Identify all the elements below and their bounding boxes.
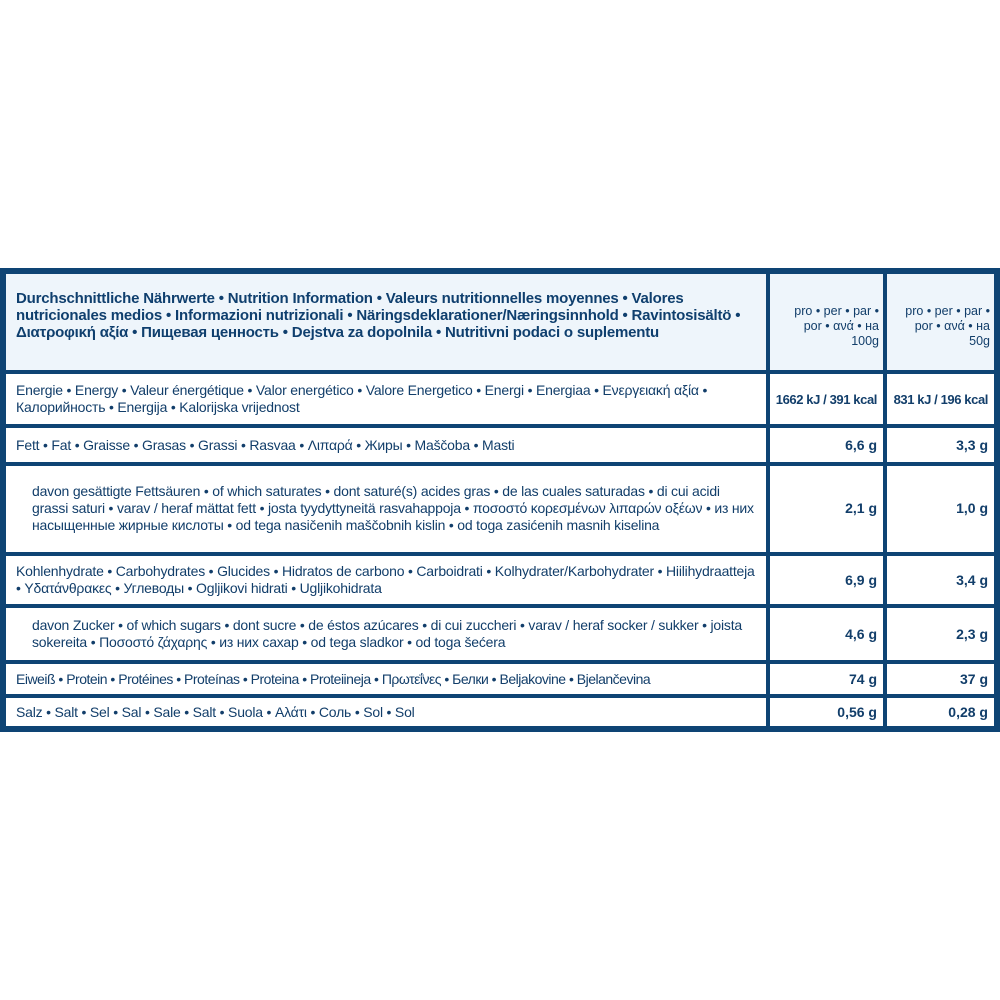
table-row-protein <box>6 664 994 694</box>
row-saturates-100g: 2,1 g <box>845 500 877 516</box>
row-energy-label-cell <box>6 374 766 424</box>
table-row-salt <box>6 698 994 726</box>
row-protein-label: Eiweiß • Protein • Protéines • Proteínas • Proteina • Proteiineja • Πρωτεΐνες • Белки • Beljakovine • Bjelančevina <box>16 671 651 687</box>
header-title: Durchschnittliche Nährwerte • Nutrition Information • Valeurs nutritionnelles moyennes • Valores nutricionales medios • Informazioni nutrizionali • Näringsdeklarationer/Næringsinnhold • Ravintosisältö • Διατροφική αξία • Пищевая ценность • Dejstva za dopolnila • Nutritivni podaci o suplementu <box>16 290 741 341</box>
table-header-row <box>6 274 994 370</box>
header-title-cell <box>6 274 766 370</box>
col-100g-line1: pro • per • par • <box>794 304 879 318</box>
row-carbohydrates-100g: 6,9 g <box>845 572 877 588</box>
row-salt-50g-cell <box>887 698 994 726</box>
row-sugars-50g-cell <box>887 608 994 660</box>
row-energy-label: Energie • Energy • Valeur énergétique • Valor energético • Valore Energetico • Energi • Energiaa • Ενεργειακή αξία • Калорийность • Energija • Kalorijska vrijednost <box>16 382 708 415</box>
row-carbohydrates-50g: 3,4 g <box>956 572 988 588</box>
row-saturates-100g-cell <box>770 466 883 552</box>
row-carbohydrates-label: Kohlenhydrate • Carbohydrates • Glucides • Hidratos de carbono • Carboidrati • Kolhydrater/Karbohydrater • Hiilihydraatteja • Υδατάνθρακες • Углеводы • Ogljikovi hidrati • Ugljikohidrata <box>16 563 755 596</box>
row-sugars-label-cell <box>6 608 766 660</box>
row-energy-100g-cell <box>770 374 883 424</box>
row-energy-50g-cell <box>887 374 994 424</box>
row-protein-50g-cell <box>887 664 994 694</box>
row-energy-100g: 1662 kJ / 391 kcal <box>775 392 877 407</box>
row-salt-100g: 0,56 g <box>837 704 877 720</box>
table-row-saturates <box>6 466 994 552</box>
table-row-energy <box>6 374 994 424</box>
row-sugars-50g: 2,3 g <box>956 626 988 642</box>
row-sugars-100g-cell <box>770 608 883 660</box>
row-salt-label: Salz • Salt • Sel • Sal • Sale • Salt • Suola • Αλάτι • Соль • Sol • Sol <box>16 704 415 720</box>
row-fat-50g: 3,3 g <box>956 437 988 453</box>
row-saturates-50g: 1,0 g <box>956 500 988 516</box>
col-100g-line2: por • ανά • на <box>803 319 879 333</box>
table-row-sugars <box>6 608 994 660</box>
table-row-carbohydrates <box>6 556 994 604</box>
row-salt-50g: 0,28 g <box>948 704 988 720</box>
row-energy-50g: 831 kJ / 196 kcal <box>893 392 988 407</box>
row-protein-label-cell <box>6 664 766 694</box>
row-sugars-100g: 4,6 g <box>845 626 877 642</box>
header-col-50g <box>887 274 994 370</box>
row-saturates-50g-cell <box>887 466 994 552</box>
row-saturates-label: davon gesättigte Fettsäuren • of which saturates • dont saturé(s) acides gras • de las cuales saturadas • di cui acidi grassi saturi • varav / heraf mättat fett • josta tyydyttyneitä rasvahappoja • ποσοστό κορεσμένων λιπαρών οξέων • из них насыщенные жирные кислоты • od tega nasičenih maščobnih kislin • od toga zasićenih masnih kiselina <box>32 483 754 533</box>
header-col-100g <box>770 274 883 370</box>
row-protein-100g-cell <box>770 664 883 694</box>
table-grid <box>6 274 994 726</box>
row-fat-100g-cell <box>770 428 883 462</box>
row-fat-100g: 6,6 g <box>845 437 877 453</box>
col-50g-line2: por • ανά • на <box>914 319 990 333</box>
row-fat-label-cell <box>6 428 766 462</box>
row-salt-label-cell <box>6 698 766 726</box>
row-carbohydrates-100g-cell <box>770 556 883 604</box>
table-row-fat <box>6 428 994 462</box>
row-carbohydrates-label-cell <box>6 556 766 604</box>
row-protein-100g: 74 g <box>848 671 877 687</box>
row-sugars-label: davon Zucker • of which sugars • dont sucre • de éstos azúcares • di cui zuccheri • varav / heraf socker / sukker • joista sokereita • Ποσοστό ζάχαρης • из них сахар • od tega sladkor • od toga šećera <box>32 617 742 650</box>
row-carbohydrates-50g-cell <box>887 556 994 604</box>
col-50g-line1: pro • per • par • <box>905 304 990 318</box>
nutrition-table <box>0 268 1000 732</box>
col-50g-line3: 50g <box>969 334 990 348</box>
row-salt-100g-cell <box>770 698 883 726</box>
row-protein-50g: 37 g <box>959 671 988 687</box>
row-saturates-label-cell <box>6 466 766 552</box>
col-100g-line3: 100g <box>851 334 879 348</box>
row-fat-50g-cell <box>887 428 994 462</box>
row-fat-label: Fett • Fat • Graisse • Grasas • Grassi • Rasvaa • Λιπαρά • Жиры • Maščoba • Masti <box>16 437 515 453</box>
